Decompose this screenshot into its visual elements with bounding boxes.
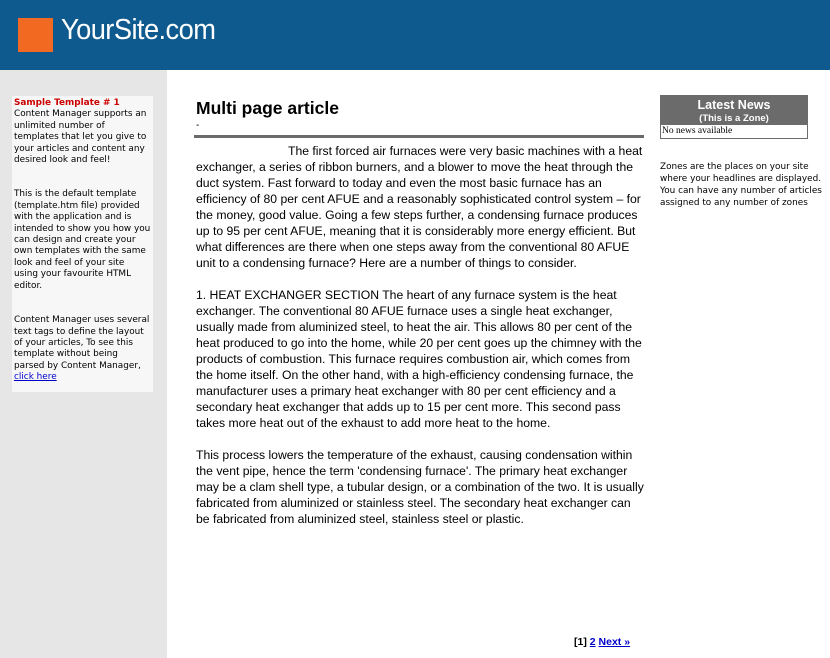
latest-news-zone	[660, 95, 808, 139]
zones-description: Zones are the places on your site where your headlines are displayed. You can have any number of articles assigned to any number of zones	[660, 162, 822, 208]
next-page-link[interactable]: Next »	[598, 636, 631, 648]
article-title: Multi page article	[196, 98, 339, 118]
news-title: Latest News	[697, 98, 771, 112]
sidebar-title: Sample Template # 1	[14, 98, 120, 108]
site-header	[0, 0, 830, 70]
article-body	[196, 143, 644, 527]
article-divider	[194, 135, 644, 138]
article-paragraph-3: This process lowers the temperature of the exhaust, causing condensation within the vent pipe, hence the term 'condensing furnace'. The primary heat exchanger may be a clam shell type, a tubular design, or a combination of the two. It is usually fabricated from aluminized or stainless steel. The secondary heat exchanger can be fabricated from aluminized steel, stainless steel or plastic.	[196, 448, 644, 526]
article-subtitle: -	[196, 120, 200, 131]
sidebar-paragraph-3: Content Manager uses several text tags to define the layout of your articles, To see this template without being parsed by Content Manager,	[14, 315, 150, 371]
pagination	[574, 636, 630, 648]
click-here-link[interactable]: click here	[14, 372, 57, 383]
sidebar-paragraph-2: This is the default template (template.htm file) provided with the application and is intended to show you how you can design and create your own templates with the same look and feel of your site using your favourite HTML editor.	[14, 189, 151, 291]
current-page: [1]	[574, 636, 587, 648]
article-paragraph-2: 1. HEAT EXCHANGER SECTION The heart of any furnace system is the heat exchanger. The conventional 80 AFUE furnace uses a single heat exchanger, usually made from aluminized steel, to heat the air. This allows 80 per cent of the heat produced to go into the home, while 20 per cent goes up the chimney with the products of combustion. This furnace requires combustion air, which comes from the home itself. On the other hand, with a high-efficiency condensing furnace, the manufacturer uses a primary heat exchanger with 80 per cent efficiency and a secondary heat exchanger that adds up to 15 per cent more. This second pass takes more heat out of the exhaust to add more heat to the home.	[196, 288, 642, 430]
news-empty-message: No news available	[660, 125, 808, 139]
article-paragraph-1: The first forced air furnaces were very basic machines with a heat exchanger, a series of ribbon burners, and a blower to move the heat through the duct system. Fast forward to today and even the most basic furnace has an efficiency of 80 per cent AFUE and a reasonably sophisticated control system – for the money, good value. Going a few steps further, a condensing furnace produces up to 95 per cent AFUE, meaning that it is considerably more energy efficient. But what differences are there when one steps away from the conventional 80 AFUE unit to a condensing furnace? Here are a number of things to consider.	[196, 144, 643, 270]
news-subtitle: (This is a Zone)	[699, 113, 769, 124]
news-header	[660, 95, 808, 125]
logo-square-icon[interactable]	[18, 18, 53, 52]
sidebar-paragraph-1: Content Manager supports an unlimited number of templates that let you give to your articles and content any desired look and feel!	[14, 109, 147, 166]
left-column	[0, 70, 167, 658]
article-main	[196, 95, 644, 543]
sidebar-info-box	[12, 96, 153, 392]
page-2-link[interactable]: 2	[589, 636, 596, 648]
site-logo-text[interactable]: YourSite.com	[61, 14, 216, 46]
